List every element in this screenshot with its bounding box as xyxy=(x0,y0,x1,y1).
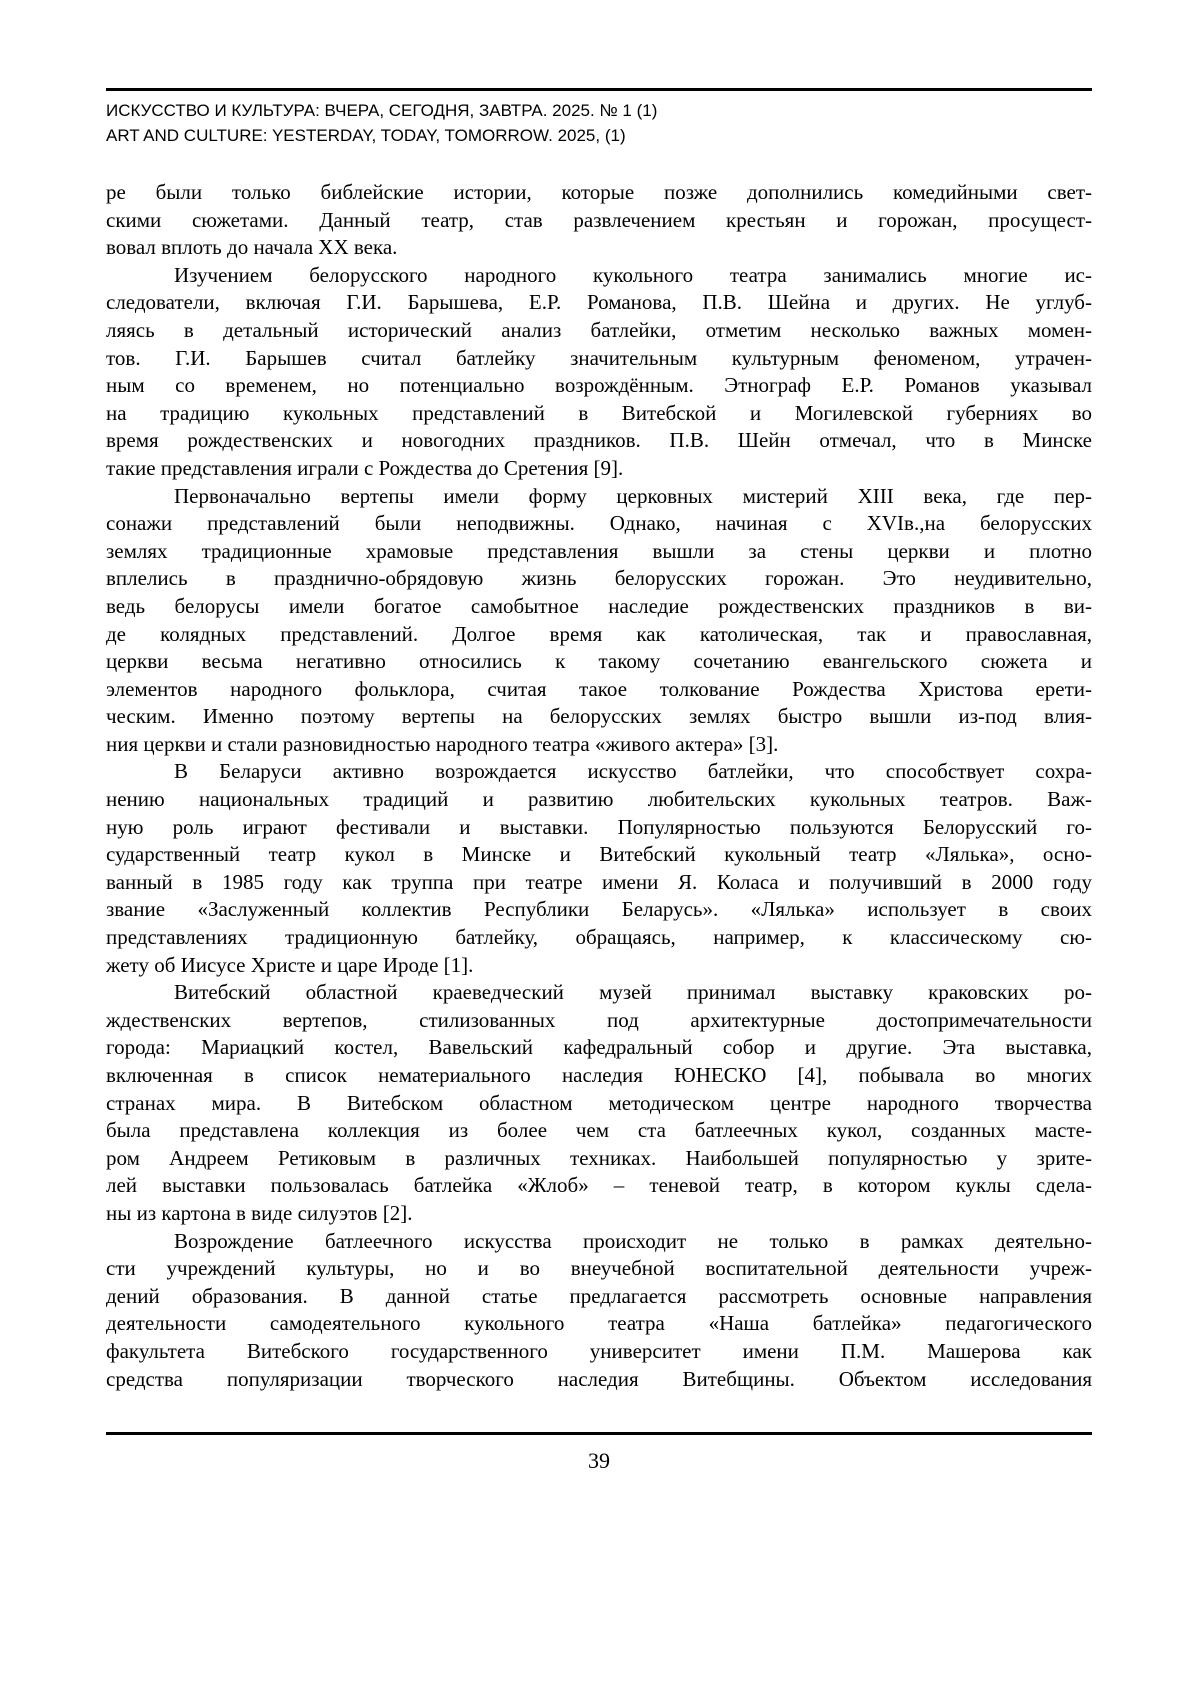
text-line: время рождественских и новогодних праздников. П.В. Шейн отмечал, что в Минске xyxy=(106,428,1092,453)
text-line: на традицию кукольных представлений в Витебской и Могилевской губерниях во xyxy=(106,400,1092,425)
text-line: ванный в 1985 году как труппа при театре имени Я. Коласа и получивший в 2000 году xyxy=(106,869,1092,894)
paragraph xyxy=(106,758,1092,979)
text-line: лей выставки пользовалась батлейка «Жлоб» – теневой театр, в котором куклы сдела- xyxy=(106,1173,1092,1198)
text-line: сонажи представлений были неподвижны. Однако, начиная с XVIв.,на белорусских xyxy=(106,511,1092,536)
text-line: представлениях традиционную батлейку, обращаясь, например, к классическому сю- xyxy=(106,925,1092,950)
text-line: была представлена коллекция из более чем ста батлеечных кукол, созданных масте- xyxy=(106,1118,1092,1143)
text-line: церкви весьма негативно относились к такому сочетанию евангельского сюжета и xyxy=(106,649,1092,674)
page-number: 39 xyxy=(588,1448,610,1474)
paragraph xyxy=(106,262,1092,483)
footer-rule xyxy=(106,1432,1092,1435)
text-line: звание «Заслуженный коллектив Республики Беларусь». «Лялька» использует в своих xyxy=(106,897,1092,922)
text-line: ведь белорусы имели богатое самобытное наследие рождественских праздников в ви- xyxy=(106,593,1092,618)
text-line: нению национальных традиций и развитию любительских кукольных театров. Важ- xyxy=(106,787,1092,812)
text-line: странах мира. В Витебском областном методическом центре народного творчества xyxy=(106,1090,1092,1115)
text-line: жету об Иисусе Христе и царе Ироде [1]. xyxy=(106,952,474,977)
text-line: сти учреждений культуры, но и во внеучебной воспитательной деятельности учреж- xyxy=(106,1256,1092,1281)
text-line: ждественских вертепов, стилизованных под архитектурные достопримечательности xyxy=(106,1007,1092,1032)
text-line: Изучением белорусского народного кукольного театра занимались многие ис- xyxy=(174,262,1092,287)
text-line: ны из картона в виде силуэтов [2]. xyxy=(106,1200,413,1225)
text-line: дений образования. В данной статье предлагается рассмотреть основные направления xyxy=(106,1283,1092,1308)
text-line: деятельности самодеятельного кукольного театра «Наша батлейка» педагогического xyxy=(106,1311,1092,1336)
article-body xyxy=(106,179,1092,1393)
text-line: ную роль играют фестивали и выставки. Популярностью пользуются Белорусский го- xyxy=(106,814,1092,839)
journal-title-en: ART AND CULTURE: YESTERDAY, TODAY, TOMORROW. 2025, (1) xyxy=(106,126,626,145)
text-line: ляясь в детальный исторический анализ батлейки, отметим несколько важных момен- xyxy=(106,317,1092,342)
running-header xyxy=(106,98,1092,148)
text-line: такие представления играли с Рождества до Сретения [9]. xyxy=(106,455,624,480)
text-line: Витебский областной краеведческий музей принимал выставку краковских ро- xyxy=(174,980,1092,1005)
text-line: города: Мариацкий костел, Вавельский кафедральный собор и другие. Эта выставка, xyxy=(106,1035,1092,1060)
text-line: сударственный театр кукол в Минске и Витебский кукольный театр «Лялька», осно- xyxy=(106,842,1092,867)
text-line: тов. Г.И. Барышев считал батлейку значительным культурным феноменом, утрачен- xyxy=(106,345,1092,370)
text-line: землях традиционные храмовые представления вышли за стены церкви и плотно xyxy=(106,538,1092,563)
text-line: Возрождение батлеечного искусства происходит не только в рамках деятельно- xyxy=(174,1228,1092,1253)
text-line: вовал вплоть до начала XX века. xyxy=(106,235,398,260)
header-rule xyxy=(106,88,1092,91)
text-line: факультета Витебского государственного университет имени П.М. Машерова как xyxy=(106,1338,1092,1363)
text-line: ре были только библейские истории, которые позже дополнились комедийными свет- xyxy=(106,180,1092,204)
text-line: следователи, включая Г.И. Барышева, Е.Р. Романова, П.В. Шейна и других. Не углуб- xyxy=(106,290,1092,315)
page-footer xyxy=(106,1432,1092,1474)
text-line: скими сюжетами. Данный театр, став развлечением крестьян и горожан, просущест- xyxy=(106,207,1092,232)
paragraph xyxy=(106,179,1092,262)
text-line: ным со временем, но потенциально возрождённым. Этнограф Е.Р. Романов указывал xyxy=(106,373,1092,398)
text-line: включенная в список нематериального наследия ЮНЕСКО [4], побывала во многих xyxy=(106,1063,1092,1087)
text-line: средства популяризации творческого наследия Витебщины. Объектом исследования xyxy=(106,1366,1092,1391)
text-line: вплелись в празднично-обрядовую жизнь белорусских горожан. Это неудивительно, xyxy=(106,566,1092,591)
text-line: ческим. Именно поэтому вертепы на белорусских землях быстро вышли из-под влия- xyxy=(106,704,1092,729)
text-line: де колядных представлений. Долгое время как католическая, так и православная, xyxy=(106,621,1092,646)
journal-title-ru: ИСКУССТВО И КУЛЬТУРА: ВЧЕРА, СЕГОДНЯ, ЗАВТРА. 2025. № 1 (1) xyxy=(106,101,658,120)
paragraph xyxy=(106,1228,1092,1394)
text-line: ром Андреем Ретиковым в различных техниках. Наибольшей популярностью у зрите- xyxy=(106,1145,1092,1170)
text-line: элементов народного фольклора, считая такое толкование Рождества Христова ерети- xyxy=(106,676,1092,701)
text-line: ния церкви и стали разновидностью народного театра «живого актера» [3]. xyxy=(106,731,779,756)
text-line: В Беларуси активно возрождается искусство батлейки, что способствует сохра- xyxy=(174,759,1092,784)
paragraph xyxy=(106,979,1092,1227)
text-line: Первоначально вертепы имели форму церковных мистерий XIII века, где пер- xyxy=(174,483,1092,508)
paragraph xyxy=(106,483,1092,759)
